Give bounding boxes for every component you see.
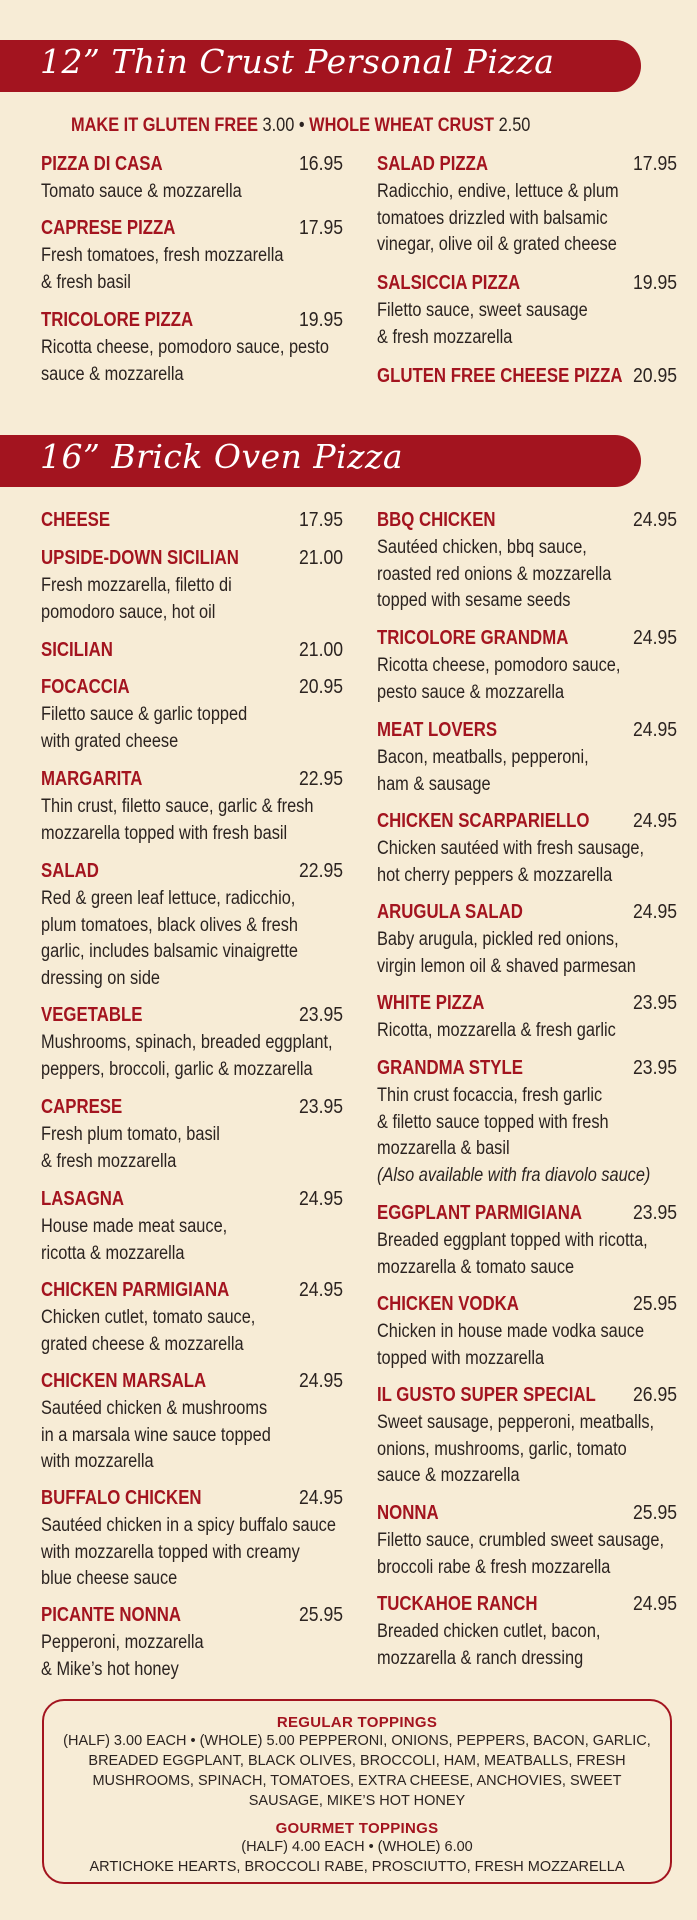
item-name: PIZZA DI CASA — [41, 153, 163, 175]
crust-options — [71, 115, 530, 137]
item-name: CHICKEN VODKA — [377, 1293, 519, 1315]
item-name: GRANDMA STYLE — [377, 1057, 523, 1079]
item-price: 21.00 — [298, 547, 343, 569]
item-description: Sautéed chicken in a spicy buffalo sauce with mozzarella topped with creamy blue cheese sauce — [41, 1515, 336, 1589]
item-name: CAPRESE PIZZA — [41, 217, 176, 239]
item-description: Radicchio, endive, lettuce & plum tomatoes drizzled with balsamic vinegar, olive oil & grated cheese — [377, 181, 619, 255]
item-description: Baby arugula, pickled red onions, virgin lemon oil & shaved parmesan — [377, 929, 636, 977]
menu-item — [41, 309, 343, 388]
item-description: Sweet sausage, pepperoni, meatballs, onions, mushrooms, garlic, tomato sauce & mozzarella — [377, 1412, 655, 1486]
menu-item — [377, 272, 677, 351]
item-description: Red & green leaf lettuce, radicchio, plum tomatoes, black olives & fresh garlic, includes balsamic vinaigrette dressing on side — [41, 888, 299, 989]
menu-item — [41, 1188, 343, 1267]
menu-item — [377, 153, 677, 259]
item-price: 16.95 — [298, 153, 343, 175]
menu-item — [41, 153, 343, 206]
item-name: GLUTEN FREE CHEESE PIZZA — [377, 365, 623, 387]
item-name: TRICOLORE GRANDMA — [377, 627, 569, 649]
item-name: SICILIAN — [41, 639, 113, 661]
item-name: CHEESE — [41, 509, 111, 531]
item-description: Pepperoni, mozzarella & Mike’s hot honey — [41, 1632, 204, 1680]
item-name: NONNA — [377, 1502, 439, 1524]
menu-item — [377, 992, 677, 1045]
menu-item — [41, 1370, 343, 1476]
menu-item — [41, 509, 343, 535]
item-note: (Also available with fra diavolo sauce) — [377, 1164, 651, 1186]
menu-item — [377, 627, 677, 706]
menu-item — [377, 719, 677, 798]
item-name: ARUGULA SALAD — [377, 901, 523, 923]
item-name: TUCKAHOE RANCH — [377, 1593, 538, 1615]
item-description: Fresh tomatoes, fresh mozzarella & fresh basil — [41, 245, 284, 293]
item-description: Mushrooms, spinach, breaded eggplant, peppers, broccoli, garlic & mozzarella — [41, 1032, 333, 1080]
item-price: 24.95 — [298, 1487, 343, 1509]
item-price: 17.95 — [298, 509, 343, 531]
item-description: Chicken in house made vodka sauce topped with mozzarella — [377, 1321, 645, 1369]
item-name: UPSIDE-DOWN SICILIAN — [41, 547, 239, 569]
item-price: 24.95 — [632, 810, 677, 832]
item-price: 17.95 — [632, 153, 677, 175]
item-name: MARGARITA — [41, 768, 143, 790]
item-description: Tomato sauce & mozzarella — [41, 181, 242, 202]
item-description: Sautéed chicken, bbq sauce, roasted red onions & mozzarella topped with sesame seeds — [377, 537, 612, 611]
menu-item — [41, 1279, 343, 1358]
menu-item — [41, 1096, 343, 1175]
item-price: 23.95 — [298, 1096, 343, 1118]
menu-item — [377, 1202, 677, 1281]
item-description: Chicken cutlet, tomato sauce, grated cheese & mozzarella — [41, 1307, 256, 1355]
item-name: CHICKEN PARMIGIANA — [41, 1279, 230, 1301]
gluten-free-label: MAKE IT GLUTEN FREE — [71, 115, 259, 136]
item-price: 22.95 — [298, 860, 343, 882]
menu-item — [377, 365, 677, 391]
menu-item — [377, 509, 677, 615]
item-description: Thin crust focaccia, fresh garlic & filetto sauce topped with fresh mozzarella & basil — [377, 1085, 609, 1159]
item-price: 24.95 — [298, 1279, 343, 1301]
regular-toppings-title: REGULAR TOPPINGS — [276, 1714, 438, 1731]
thin-crust-banner — [0, 40, 641, 92]
menu-item — [377, 1384, 677, 1490]
item-description: Bacon, meatballs, pepperoni, ham & sausage — [377, 747, 589, 795]
menu-item — [377, 1057, 677, 1189]
menu-item — [41, 639, 343, 665]
item-name: IL GUSTO SUPER SPECIAL — [377, 1384, 596, 1406]
menu-item — [41, 1004, 343, 1083]
regular-toppings-text: (HALF) 3.00 EACH • (WHOLE) 5.00 PEPPERONI, ONIONS, PEPPERS, BACON, GARLIC, BREADED EGGPLANT, BLACK OLIVES, BROCCOLI, HAM, MEATBALLS, FRESH MUSHROOMS, SPINACH, TOMATOES, EXTRA CHEESE, ANCHOVIES, SWEET SAUSAGE, MIKE’S HOT HONEY — [63, 1733, 651, 1809]
gourmet-toppings-title: GOURMET TOPPINGS — [275, 1820, 439, 1837]
menu-item — [377, 901, 677, 980]
menu-item — [41, 1604, 343, 1683]
menu-item — [377, 1502, 677, 1581]
thin-crust-title: 12” Thin Crust Personal Pizza — [40, 42, 555, 81]
toppings-box — [42, 1699, 672, 1884]
item-name: CAPRESE — [41, 1096, 123, 1118]
item-description: Filetto sauce, sweet sausage & fresh mozzarella — [377, 300, 588, 348]
menu-item — [41, 768, 343, 847]
item-name: SALAD PIZZA — [377, 153, 489, 175]
gourmet-toppings-price: (HALF) 4.00 EACH • (WHOLE) 6.00 — [241, 1839, 473, 1855]
item-name: CHICKEN MARSALA — [41, 1370, 207, 1392]
item-name: TRICOLORE PIZZA — [41, 309, 194, 331]
menu-item — [41, 217, 343, 296]
item-name: PICANTE NONNA — [41, 1604, 182, 1626]
brick-oven-title: 16” Brick Oven Pizza — [40, 437, 404, 476]
item-name: WHITE PIZZA — [377, 992, 485, 1014]
item-description: Filetto sauce & garlic topped with grated cheese — [41, 704, 248, 752]
item-price: 19.95 — [632, 272, 677, 294]
item-price: 26.95 — [632, 1384, 677, 1406]
item-price: 23.95 — [632, 1057, 677, 1079]
item-price: 24.95 — [632, 509, 677, 531]
item-price: 21.00 — [298, 639, 343, 661]
item-name: SALAD — [41, 860, 99, 882]
item-price: 24.95 — [298, 1188, 343, 1210]
gourmet-toppings-text: ARTICHOKE HEARTS, BROCCOLI RABE, PROSCIUTTO, FRESH MOZZARELLA — [89, 1859, 625, 1875]
item-name: CHICKEN SCARPARIELLO — [377, 810, 590, 832]
item-description: Thin crust, filetto sauce, garlic & fresh mozzarella topped with fresh basil — [41, 796, 314, 844]
item-description: Ricotta cheese, pomodoro sauce, pesto sauce & mozzarella — [41, 337, 329, 385]
item-price: 23.95 — [632, 992, 677, 1014]
item-description: Sautéed chicken & mushrooms in a marsala wine sauce topped with mozzarella — [41, 1398, 271, 1472]
item-description: Fresh mozzarella, filetto di pomodoro sauce, hot oil — [41, 575, 232, 623]
item-description: Breaded chicken cutlet, bacon, mozzarella & ranch dressing — [377, 1621, 601, 1669]
item-price: 25.95 — [632, 1502, 677, 1524]
item-price: 23.95 — [298, 1004, 343, 1026]
item-price: 24.95 — [298, 1370, 343, 1392]
item-price: 24.95 — [632, 901, 677, 923]
whole-wheat-price: 2.50 — [498, 115, 531, 136]
whole-wheat-label: WHOLE WHEAT CRUST — [309, 115, 495, 136]
options-separator: • — [298, 115, 305, 136]
menu-item — [377, 1293, 677, 1372]
item-price: 20.95 — [632, 365, 677, 387]
gluten-free-price: 3.00 — [262, 115, 295, 136]
item-price: 25.95 — [298, 1604, 343, 1626]
item-name: FOCACCIA — [41, 676, 130, 698]
menu-item — [377, 1593, 677, 1672]
item-name: VEGETABLE — [41, 1004, 143, 1026]
item-description: Fresh plum tomato, basil & fresh mozzarella — [41, 1124, 220, 1172]
item-description: Ricotta cheese, pomodoro sauce, pesto sauce & mozzarella — [377, 655, 621, 703]
item-name: LASAGNA — [41, 1188, 125, 1210]
item-description: Filetto sauce, crumbled sweet sausage, broccoli rabe & fresh mozzarella — [377, 1530, 665, 1578]
item-description: Breaded eggplant topped with ricotta, mozzarella & tomato sauce — [377, 1230, 648, 1278]
item-price: 20.95 — [298, 676, 343, 698]
item-description: Ricotta, mozzarella & fresh garlic — [377, 1020, 616, 1041]
menu-item — [377, 810, 677, 889]
item-description: Chicken sautéed with fresh sausage, hot cherry peppers & mozzarella — [377, 838, 645, 886]
menu-item — [41, 547, 343, 626]
menu-item — [41, 1487, 343, 1593]
menu-item — [41, 860, 343, 992]
brick-oven-banner — [0, 435, 641, 487]
item-name: BBQ CHICKEN — [377, 509, 496, 531]
item-price: 25.95 — [632, 1293, 677, 1315]
item-price: 19.95 — [298, 309, 343, 331]
menu-item — [41, 676, 343, 755]
item-price: 17.95 — [298, 217, 343, 239]
item-name: BUFFALO CHICKEN — [41, 1487, 202, 1509]
item-price: 24.95 — [632, 627, 677, 649]
item-name: SALSICCIA PIZZA — [377, 272, 521, 294]
item-price: 24.95 — [632, 1593, 677, 1615]
item-name: EGGPLANT PARMIGIANA — [377, 1202, 583, 1224]
item-price: 24.95 — [632, 719, 677, 741]
item-price: 23.95 — [632, 1202, 677, 1224]
item-name: MEAT LOVERS — [377, 719, 498, 741]
item-description: House made meat sauce, ricotta & mozzarella — [41, 1216, 228, 1264]
item-price: 22.95 — [298, 768, 343, 790]
